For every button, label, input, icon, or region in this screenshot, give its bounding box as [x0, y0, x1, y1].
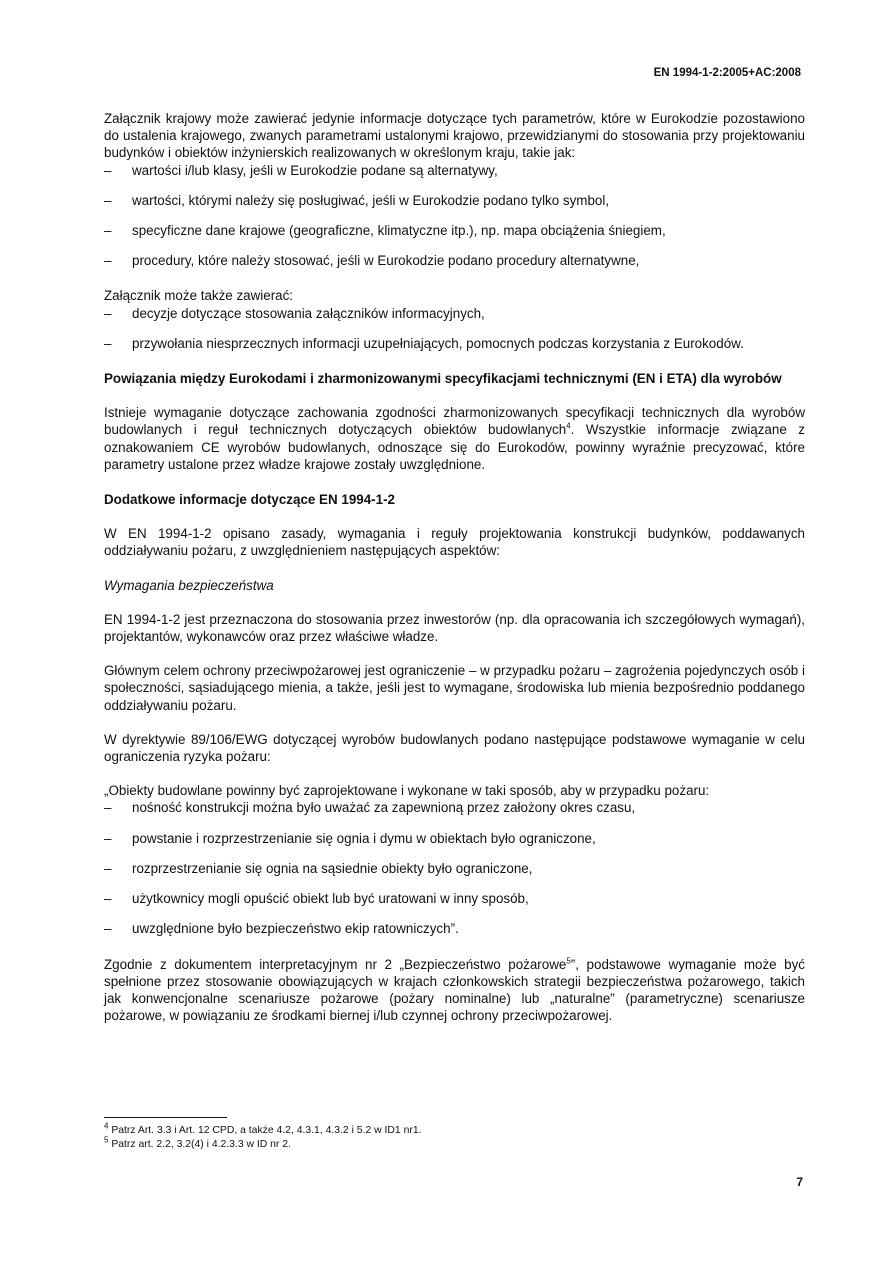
- list-item: – specyficzne dane krajowe (geograficzne, klimatyczne itp.), np. mapa obciążenia śniegiem,: [104, 223, 666, 239]
- list-item: – rozprzestrzenianie się ognia na sąsiednie obiekty było ograniczone,: [104, 860, 533, 876]
- section-paragraph-harmonization: Istnieje wymaganie dotyczące zachowania zgodności zharmonizowanych specyfikacji technicznych dla wyrobów budowlanych i reguł technicznych dotyczących obiektów budowlanych$^4$. Wszystkie informacje związane z oznakowaniem CE wyrobów budowlanych, odnoszące się do Eurokodów, powinny wyraźnie precyzować, które parametry ustalone przez władze krajowe zostały uwzględnione.: [104, 405, 805, 472]
- dash-marker: –: [104, 335, 112, 351]
- dash-marker: –: [104, 192, 112, 208]
- dash-marker: –: [104, 830, 112, 846]
- intro-paragraph: Załącznik krajowy może zawierać jedynie informacje dotyczące tych parametrów, które w Eurokodzie pozostawiono do ustalenia krajowego, zwanych parametrami ustalonymi krajowo, przewidzianymi do stosowania przy projektowaniu budynków i obiektów inżynierskich realizowanych w określonym kraju, takie jak:: [104, 111, 805, 161]
- footnote: $^5$ Patrz art. 2.2, 3.2(4) i 4.2.3.3 w ID nr 2.: [104, 1135, 291, 1150]
- paragraph-users: EN 1994-1-2 jest przeznaczona do stosowania przez inwestorów (np. dla opracowania ich szczegółowych wymagań), projektantów, wykonawców oraz przez właściwe władze.: [104, 611, 805, 645]
- dash-marker: –: [104, 162, 112, 178]
- standard-header: EN 1994-1-2:2005+AC:2008: [653, 67, 801, 79]
- dash-marker: –: [104, 305, 112, 321]
- footnote-ref: 4: [566, 421, 571, 431]
- section-intro-paragraph: W EN 1994-1-2 opisano zasady, wymagania i reguły projektowania konstrukcji budynków, poddawanych oddziaływaniu pożaru, z uwzględnieniem następujących aspektów:: [104, 526, 805, 559]
- dash-marker: –: [104, 253, 112, 269]
- page-number: 7: [796, 1175, 803, 1189]
- list-item: – procedury, które należy stosować, jeśli w Eurokodzie podano procedury alternatywne,: [104, 253, 640, 269]
- dash-marker: –: [104, 800, 112, 816]
- list-item: – uwzględnione było bezpieczeństwo ekip ratowniczych”.: [104, 921, 459, 937]
- final-paragraph: Zgodnie z dokumentem interpretacyjnym nr 2 „Bezpieczeństwo pożarowe$^5$”, podstawowe wymaganie może być spełnione przez stosowanie obowiązujących w krajach członkowskich strategii bezpieczeństwa pożarowego, takich jak konwencjonalne scenariusze pożarowe (pożary nominalne) lub „naturalne” (parametryczne) scenariusze pożarowe, w powiązaniu ze środkami biernej i/lub czynnej ochrony przeciwpożarowej.: [104, 956, 805, 1024]
- paragraph-directive: W dyrektywie 89/106/EWG dotyczącej wyrobów budowlanych podano następujące podstawowe wymaganie w celu ograniczenia ryzyka pożaru:: [104, 731, 805, 765]
- list-item: – powstanie i rozprzestrzenianie się ognia i dymu w obiektach było ograniczone,: [104, 830, 596, 846]
- main-content: [104, 110, 805, 1024]
- section-heading-additional-info: Dodatkowe informacje dotyczące EN 1994-1-2: [104, 492, 395, 508]
- list-item: – wartości i/lub klasy, jeśli w Eurokodzie podane są alternatywy,: [104, 162, 498, 178]
- dash-marker: –: [104, 891, 112, 907]
- intro-list: [104, 162, 805, 270]
- list-item: – nośność konstrukcji można było uważać za zapewnioną przez założony okres czasu,: [104, 800, 636, 816]
- paragraph-objective: Głównym celem ochrony przeciwpożarowej jest ograniczenie – w przypadku pożaru – zagrożenia pojedynczych osób i społeczności, sąsiadującego mienia, a także, jeśli jest to wymagane, środowiska lub mienia bezpośrednio poddanego oddziaływaniu pożaru.: [104, 663, 805, 713]
- section-heading-eurocodes: Powiązania między Eurokodami i zharmonizowanymi specyfikacjami technicznymi (EN i ETA) dla wyrobów: [104, 371, 782, 387]
- requirements-list: [104, 799, 805, 937]
- list-item: – wartości, którymi należy się posługiwać, jeśli w Eurokodzie podano tylko symbol,: [104, 192, 610, 208]
- quote-paragraph: „Obiekty budowlane powinny być zaprojektowane i wykonane w taki sposób, aby w przypadku pożaru:: [104, 783, 710, 799]
- footnote: $^4$ Patrz Art. 3.3 i Art. 12 CPD, a także 4.2, 4.3.1, 4.3.2 i 5.2 w ID1 nr1.: [104, 1121, 422, 1136]
- dash-marker: –: [104, 223, 112, 239]
- dash-marker: –: [104, 860, 112, 876]
- list-item: – decyzje dotyczące stosowania załączników informacyjnych,: [104, 305, 485, 321]
- list-item: – użytkownicy mogli opuścić obiekt lub być uratowani w inny sposób,: [104, 891, 529, 907]
- list-item: – przywołania niesprzecznych informacji uzupełniających, pomocnych podczas korzystania z Eurokodów.: [104, 335, 744, 351]
- footnote-ref: 5: [566, 956, 571, 966]
- dash-marker: –: [104, 921, 112, 937]
- also-list: [104, 305, 805, 352]
- also-paragraph: Załącznik może także zawierać:: [104, 288, 294, 304]
- footnote-divider: [104, 1117, 227, 1118]
- footnotes: [104, 1121, 422, 1152]
- subheading-safety: Wymagania bezpieczeństwa: [104, 577, 274, 593]
